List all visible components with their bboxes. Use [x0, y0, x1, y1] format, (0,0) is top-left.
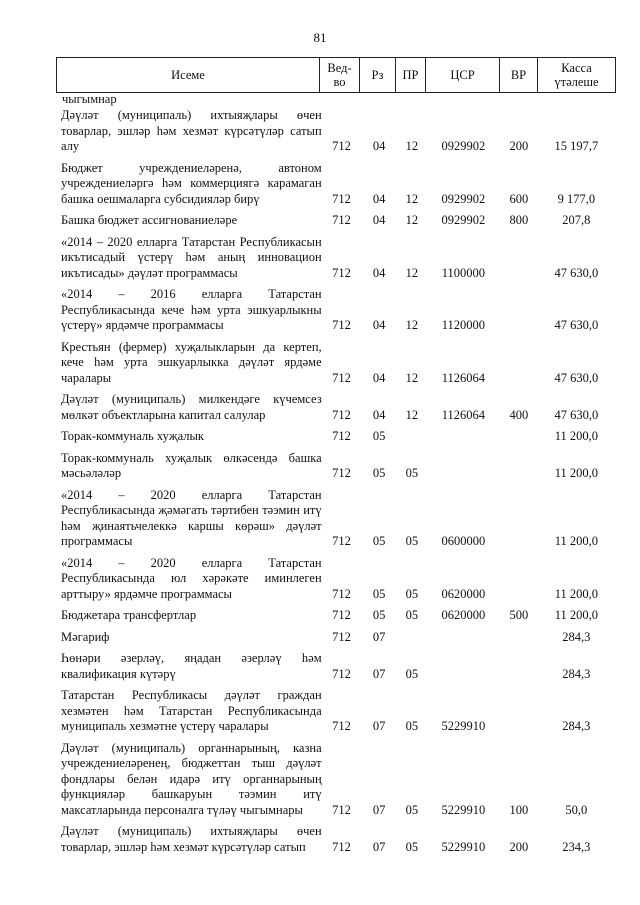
row-ved: 712 [332, 534, 351, 548]
table-row [56, 235, 615, 282]
row-name: Бюджетара трансфертлар [61, 608, 197, 622]
row-sum: 11 200,0 [554, 466, 598, 480]
row-pr: 05 [405, 608, 419, 622]
table-row [56, 608, 615, 624]
continuation-text: чыгымнар [62, 92, 117, 106]
row-csr: 0929902 [441, 191, 486, 206]
row-csr: 5229910 [441, 802, 486, 817]
row-rz: 05 [372, 608, 386, 622]
header-rz: Рз [360, 58, 396, 93]
row-sum: 11 200,0 [554, 534, 598, 548]
table-row [56, 340, 615, 387]
row-ved: 712 [332, 370, 351, 385]
table-row [56, 630, 615, 646]
row-name: «2014 – 2020 елларга Татарстан Республикасында юл хәрәкәте иминлеген арттыру» ярдәмче программасы [61, 555, 322, 601]
row-ved: 712 [332, 429, 351, 443]
table-row [56, 161, 615, 208]
row-csr: 1100000 [441, 265, 485, 280]
row-pr: 12 [405, 139, 419, 153]
row-ved: 712 [332, 608, 351, 622]
row-ved: 712 [332, 466, 351, 480]
row-rz: 04 [372, 265, 386, 280]
row-pr: 05 [405, 466, 419, 480]
row-vr: 200 [509, 839, 529, 854]
row-ved: 712 [332, 719, 351, 733]
row-rz: 07 [372, 719, 386, 733]
row-sum: 47 630,0 [554, 407, 599, 422]
row-pr: 12 [405, 318, 419, 332]
row-vr: 100 [509, 802, 529, 817]
row-csr: 0929902 [441, 139, 486, 153]
row-sum: 47 630,0 [554, 265, 599, 280]
row-rz: 04 [372, 318, 386, 332]
row-ved: 712 [332, 191, 351, 206]
row-vr: 800 [509, 213, 529, 227]
row-csr: 1126064 [441, 407, 485, 422]
row-ved: 712 [332, 318, 351, 332]
row-csr: 0600000 [441, 534, 486, 548]
row-sum: 15 197,7 [554, 139, 599, 153]
row-vr: 200 [509, 139, 529, 153]
row-rz: 04 [372, 139, 386, 153]
row-name: Татарстан Республикасы дәүләт граждан хезмәтен һәм Татарстан Республикасында муниципаль хезмәтне үстерү чаралары [61, 688, 322, 733]
page-number: 81 [313, 30, 327, 45]
row-name: Дәүләт (муниципаль) органнарының, казна учреждениеләренең, бюджеттан тыш дәүләт фондлары белән идарә итү органнарының функцияләр башкаруын тәэмин итү максатларында персоналга түләү чыгымнары [61, 740, 322, 817]
row-sum: 284,3 [562, 666, 591, 681]
row-csr: 0929902 [441, 213, 486, 227]
row-name: «2014 – 2020 елларга Татарстан Республикасында җәмәгать тәртибен тәэмин итү һәм җинаятьчелеккә каршы көрәш» дәүләт программасы [61, 487, 322, 548]
table-row [56, 824, 615, 855]
row-pr: 05 [405, 586, 419, 601]
row-rz: 07 [372, 629, 386, 644]
row-ved: 712 [332, 839, 351, 854]
row-name: Бюджет учреждениеләренә, автоном учреждениеләргә һәм коммерциягә карамаган башка оешмаларга субсидияләр бирү [61, 160, 322, 206]
table-row [56, 287, 615, 334]
row-csr: 1126064 [441, 370, 485, 385]
row-name: Дәүләт (муниципаль) ихтыяҗлары өчен товарлар, эшләр һәм хезмәт күрсәтүләр сатып алу [61, 108, 322, 153]
table-row [56, 451, 615, 482]
row-rz: 05 [372, 429, 386, 443]
row-sum: 47 630,0 [554, 318, 599, 332]
row-pr: 12 [405, 370, 419, 385]
row-name: Мәгариф [61, 629, 110, 644]
row-rz: 07 [372, 802, 386, 817]
row-ved: 712 [332, 802, 351, 817]
table-row [56, 213, 615, 229]
row-csr: 0620000 [441, 586, 486, 601]
row-sum: 50,0 [565, 802, 588, 817]
row-sum: 47 630,0 [554, 370, 599, 385]
header-csr: ЦСР [426, 58, 500, 93]
row-name: Дәүләт (муниципаль) милкендәге күчемсез мөлкәт объектларына капитал салулар [61, 392, 322, 422]
header-sum: Касса үтәлеше [538, 58, 616, 93]
table-row [56, 108, 615, 155]
row-ved: 712 [332, 629, 351, 644]
row-ved: 712 [332, 213, 351, 227]
row-pr: 05 [405, 666, 419, 681]
row-rz: 04 [372, 370, 386, 385]
row-name: Башка бюджет ассигнованиеләре [61, 213, 238, 227]
row-pr: 05 [405, 839, 419, 854]
row-name: Дәүләт (муниципаль) ихтыяҗлары өчен товарлар, эшләр һәм хезмәт күрсәтүләр сатып [61, 824, 322, 854]
row-ved: 712 [332, 407, 351, 422]
row-ved: 712 [332, 586, 351, 601]
row-sum: 11 200,0 [554, 429, 598, 443]
row-sum: 11 200,0 [554, 608, 598, 622]
table-body [56, 108, 615, 861]
row-sum: 234,3 [562, 839, 591, 854]
row-pr: 12 [405, 407, 419, 422]
row-pr: 05 [405, 719, 419, 733]
row-name: «2014 – 2020 елларга Татарстан Республикасын икътисадый үстерү һәм аның инновацион икътисады» дәүләт программасы [61, 234, 322, 280]
row-sum: 284,3 [562, 629, 591, 644]
row-name: «2014 – 2016 елларга Татарстан Республикасында кече һәм урта эшкуарлыкны үстерү» ярдәмче программасы [61, 287, 322, 332]
row-vr: 500 [509, 608, 529, 622]
row-ved: 712 [332, 139, 351, 153]
row-sum: 207,8 [562, 213, 591, 227]
row-pr: 05 [405, 534, 419, 548]
row-ved: 712 [332, 666, 351, 681]
row-rz: 04 [372, 191, 386, 206]
row-vr: 600 [509, 191, 529, 206]
row-ved: 712 [332, 265, 351, 280]
row-rz: 07 [372, 666, 386, 681]
row-rz: 07 [372, 839, 386, 854]
table-row [56, 688, 615, 735]
header-vr: ВР [500, 58, 538, 93]
table-header [56, 57, 616, 93]
row-name: Крестьян (фермер) хуҗалыкларын да кертеп, кече һәм урта эшкуарлыкка дәүләт ярдәме чаралары [61, 339, 322, 385]
header-pr: ПР [396, 58, 426, 93]
header-ved: Вед- во [320, 58, 360, 93]
table-row [56, 556, 615, 603]
row-csr: 5229910 [441, 719, 486, 733]
row-rz: 04 [372, 407, 386, 422]
row-pr: 12 [405, 265, 419, 280]
header-name: Исеме [57, 58, 320, 93]
row-rz: 04 [372, 213, 386, 227]
table-row [56, 429, 615, 445]
row-pr: 05 [405, 802, 419, 817]
row-csr: 0620000 [441, 608, 486, 622]
row-name: Торак-коммуналь хуҗалык өлкәсендә башка мәсьәләләр [61, 450, 322, 480]
row-name: Торак-коммуналь хуҗалык [61, 429, 204, 443]
row-rz: 05 [372, 466, 386, 480]
row-rz: 05 [372, 534, 386, 548]
row-pr: 12 [405, 213, 419, 227]
row-vr: 400 [509, 407, 529, 422]
row-csr: 1120000 [441, 318, 485, 332]
table-row [56, 488, 615, 550]
row-sum: 9 177,0 [557, 191, 596, 206]
row-rz: 05 [372, 586, 386, 601]
row-pr: 12 [405, 191, 419, 206]
row-csr: 5229910 [441, 839, 486, 854]
table-row [56, 651, 615, 682]
table-row [56, 741, 615, 819]
table-row [56, 392, 615, 423]
row-name: Һөнәри әзерләү, яңадан әзерләү һәм квалификация күтәрү [61, 651, 322, 681]
row-sum: 11 200,0 [554, 586, 598, 601]
row-sum: 284,3 [562, 719, 591, 733]
